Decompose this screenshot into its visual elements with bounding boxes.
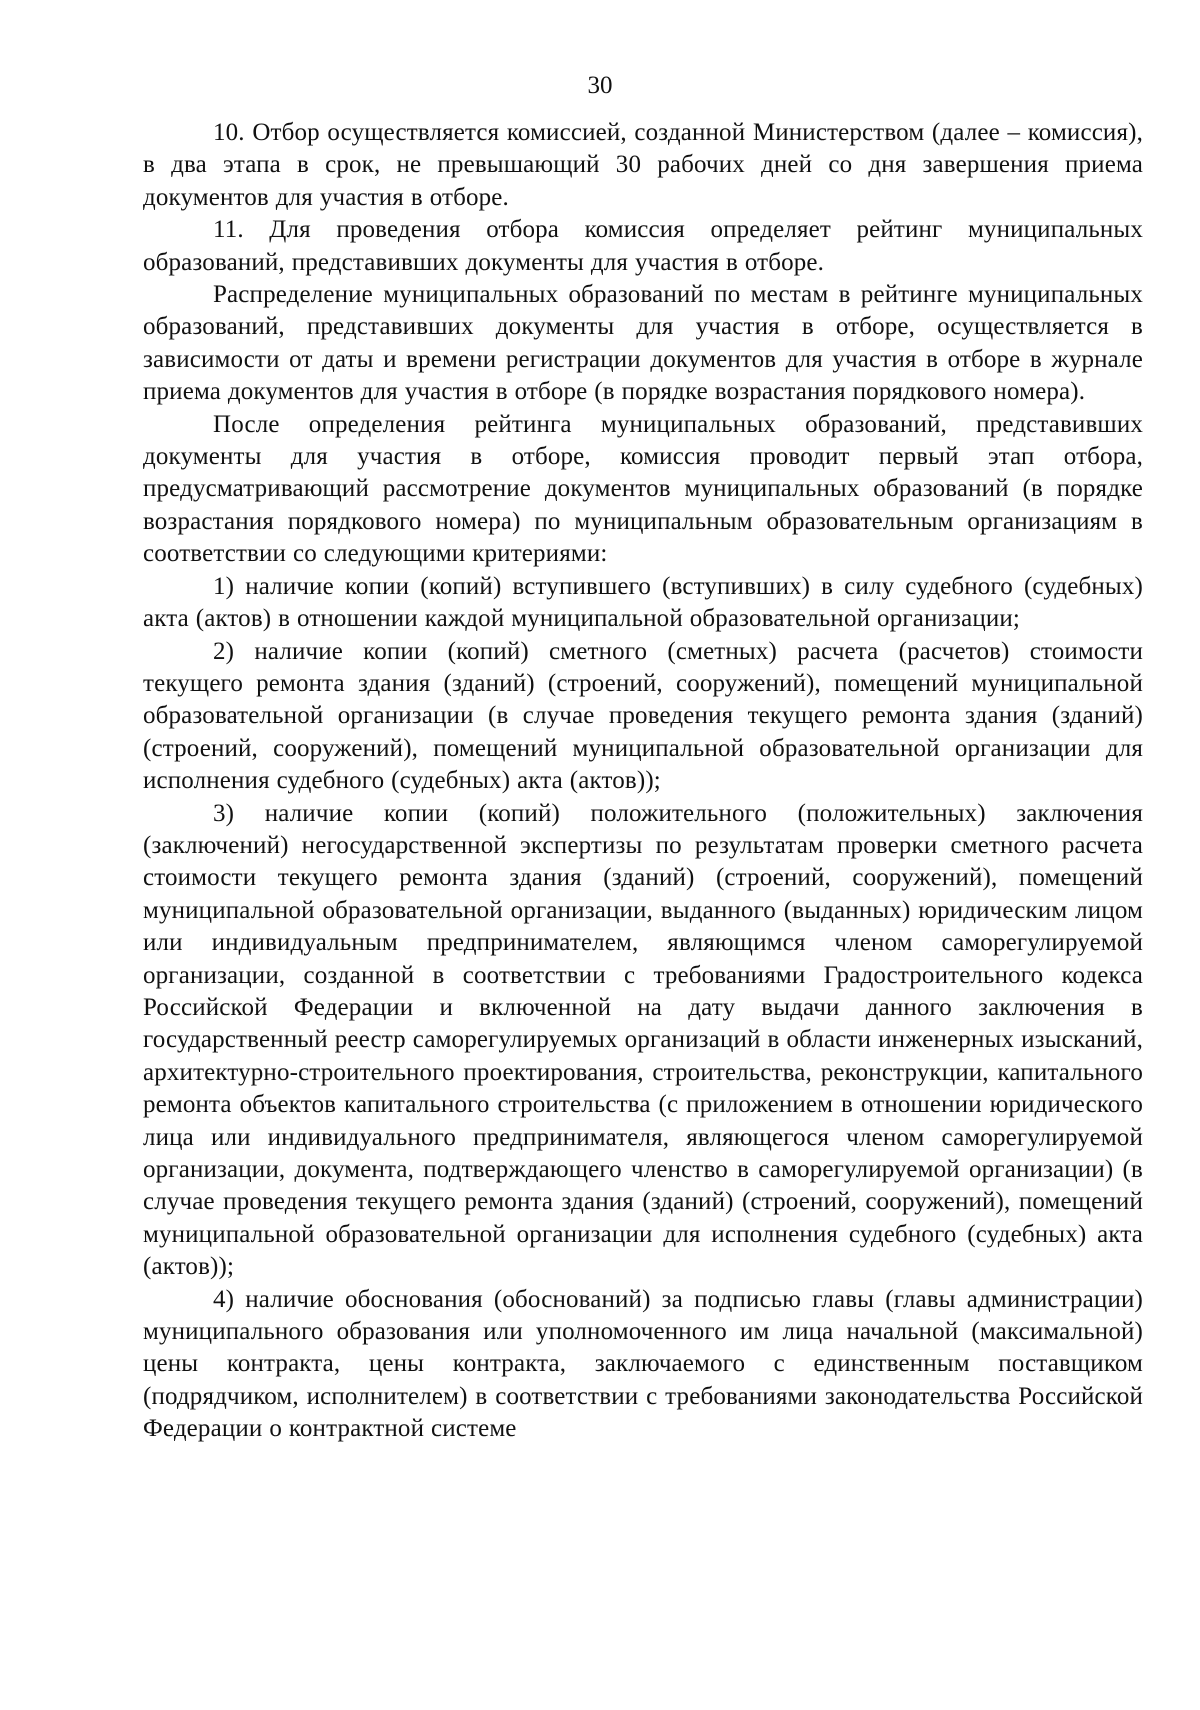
document-body	[143, 117, 1143, 1446]
paragraph-item-11: 11. Для проведения отбора комиссия определяет рейтинг муниципальных образований, представивших документы для участия в отборе.	[143, 216, 1143, 276]
criterion-4: 4) наличие обоснования (обоснований) за подписью главы (главы администрации) муниципального образования или уполномоченного им лица начальной (максимальной) цены контракта, цены контракта, заключаемого с единственным поставщиком (подрядчиком, исполнителем) в соответствии с требованиями законодательства Российской Федерации о контрактной системе	[143, 1285, 1143, 1443]
page-number: 30	[587, 72, 613, 99]
criterion-1: 1) наличие копии (копий) вступившего (вступивших) в силу судебного (судебных) акта (актов) в отношении каждой муниципальной образовательной организации;	[143, 572, 1143, 633]
paragraph-item-10: 10. Отбор осуществляется комиссией, созданной Министерством (далее – комиссия), в два этапа в срок, не превышающий 30 рабочих дней со дня завершения приема документов для участия в отборе.	[143, 119, 1143, 211]
paragraph-first-stage: После определения рейтинга муниципальных образований, представивших документы для участия в отборе, комиссия проводит первый этап отбора, предусматривающий рассмотрение документов муниципальных образований (в порядке возрастания порядкового номера) по муниципальным образовательным организациям в соответствии со следующими критериями:	[143, 410, 1143, 568]
paragraph-rating-distribution: Распределение муниципальных образований по местам в рейтинге муниципальных образований, представивших документы для участия в отборе, осуществляется в зависимости от даты и времени регистрации документов для участия в отборе в журнале приема документов для участия в отборе (в порядке возрастания порядкового номера).	[143, 281, 1143, 406]
criterion-2: 2) наличие копии (копий) сметного (сметных) расчета (расчетов) стоимости текущего ремонта здания (зданий) (строений, сооружений), помещений муниципальной образовательной организации (в случае проведения текущего ремонта здания (зданий) (строений, сооружений), помещений муниципальной образовательной организации для исполнения судебного (судебных) акта (актов));	[143, 637, 1143, 795]
criterion-3: 3) наличие копии (копий) положительного (положительных) заключения (заключений) негосударственной экспертизы по результатам проверки сметного расчета стоимости текущего ремонта здания (зданий) (строений, сооружений), помещений муниципальной образовательной организации, выданного (выданных) юридическим лицом или индивидуальным предпринимателем, являющимся членом саморегулируемой организации, созданной в соответствии с требованиями Градостроительного кодекса Российской Федерации и включенной на дату выдачи данного заключения в государственный реестр саморегулируемых организаций в области инженерных изысканий, архитектурно-строительного проектирования, строительства, реконструкции, капитального ремонта объектов капитального строительства (с приложением в отношении юридического лица или индивидуального предпринимателя, являющегося членом саморегулируемой организации, документа, подтверждающего членство в саморегулируемой организации) (в случае проведения текущего ремонта здания (зданий) (строений, сооружений), помещений муниципальной образовательной организации для исполнения судебного (судебных) акта (актов));	[143, 799, 1143, 1281]
